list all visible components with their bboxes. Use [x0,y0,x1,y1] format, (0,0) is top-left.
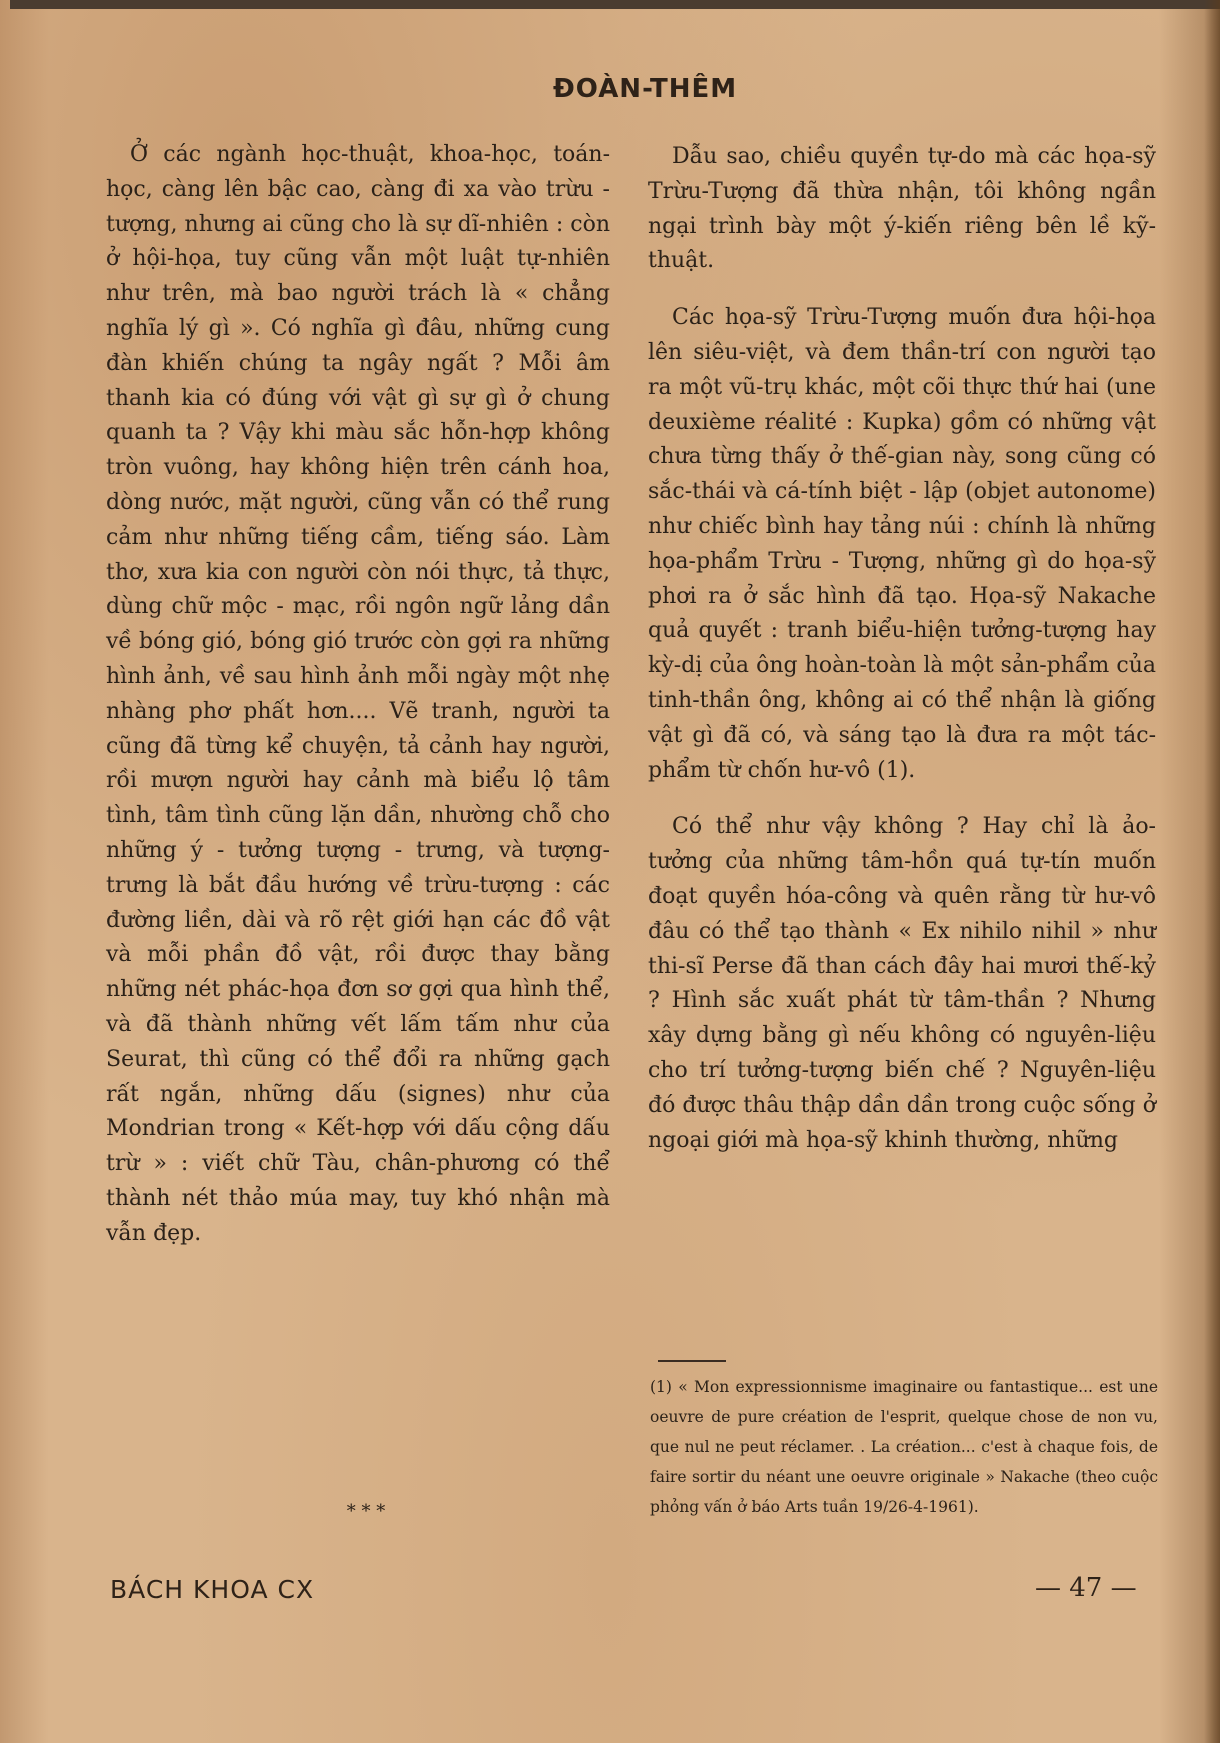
page-edge-shadow [1204,0,1220,1743]
left-paragraph-1: Ở các ngành học-thuật, khoa-học, toán-học, càng lên bậc cao, càng đi xa vào trừu - tượng, nhưng ai cũng cho là sự dĩ-nhiên : còn ở hội-họa, tuy cũng vẫn một luật tự-nhiên như trên, mà bao người trách là « chẳng nghĩa lý gì ». Có nghĩa gì đâu, những cung đàn khiến chúng ta ngây ngất ? Mỗi âm thanh kia có đúng với vật gì sự gì ở chung quanh ta ? Vậy khi màu sắc hỗn-hợp không tròn vuông, hay không hiện trên cánh hoa, dòng nước, mặt người, cũng vẫn có thể rung cảm như những tiếng cầm, tiếng sáo. Làm thơ, xưa kia con người còn nói thực, tả thực, dùng chữ mộc - mạc, rồi ngôn ngữ lảng dần về bóng gió, bóng gió trước còn gợi ra những hình ảnh, về sau hình ảnh mỗi ngày một nhẹ nhàng phơ phất hơn.... Vẽ tranh, người ta cũng đã từng kể chuyện, tả cảnh hay người, rồi mượn người hay cảnh mà biểu lộ tâm tình, tâm tình cũng lặn dần, nhường chỗ cho những ý - tưởng tượng - trưng, và tượng-trưng là bắt đầu hướng về trừu-tượng : các đường liền, dài và rõ rệt giới hạn các đồ vật và mỗi phần đồ vật, rồi được thay bằng những nét phác-họa đơn sơ gợi qua hình thể, và đã thành những vết lấm tấm như của Seurat, thì cũng có thể đổi ra những gạch rất ngắn, những dấu (signes) như của Mondrian trong « Kết-hợp với dấu cộng dấu trừ » : viết chữ Tàu, chân-phương có thể thành nét thảo múa may, tuy khó nhận mà vẫn đẹp. [106,142,610,1246]
page-number: — 47 — [1035,1573,1137,1603]
footnote: (1) « Mon expressionnisme imaginaire ou fantastique... est une oeuvre de pure création de l'esprit, quelque chose de non vu, que nul ne peut réclamer. . La création... c'est à chaque fois, de faire sortir du néant une oeuvre originale » Nakache (theo cuộc phỏng vấn ở báo Arts tuần 19/26-4-1961). [650,1378,1158,1516]
page-header-author: ĐOÀN-THÊM [553,74,738,104]
right-paragraph-1: Dẫu sao, chiều quyền tự-do mà các họa-sỹ Trừu-Tượng đã thừa nhận, tôi không ngần ngại trình bày một ý-kiến riêng bên lề kỹ-thuật. [648,144,1156,274]
section-break-asterisks: * * * [346,1501,386,1522]
right-paragraph-3: Có thể như vậy không ? Hay chỉ là ảo-tưởng của những tâm-hồn quá tự-tín muốn đoạt quyền hóa-công và quên rằng từ hư-vô đâu có thể tạo thành « Ex nihilo nihil » như thi-sĩ Perse đã than cách đây hai mươi thế-kỷ ? Hình sắc xuất phát từ tâm-thần ? Nhưng xây dựng bằng gì nếu không có nguyên-liệu cho trí tưởng-tượng biến chế ? Nguyên-liệu đó được thâu thập dần dần trong cuộc sống ở ngoại giới mà họa-sỹ khinh thường, những [648,814,1156,1153]
left-column [106,138,610,1252]
journal-name: BÁCH KHOA CX [110,1575,315,1604]
right-paragraph-2: Các họa-sỹ Trừu-Tượng muốn đưa hội-họa lên siêu-việt, và đem thần-trí con người tạo ra một vũ-trụ khác, một cõi thực thứ hai (une deuxième réalité : Kupka) gồm có những vật chưa từng thấy ở thế-gian này, song cũng có sắc-thái và cá-tính biệt - lập (objet autonome) như chiếc bình hay tảng núi : chính là những họa-phẩm Trừu - Tượng, những gì do họa-sỹ phơi ra ở sắc hình đã tạo. Họa-sỹ Nakache quả quyết : tranh biểu-hiện tưởng-tượng hay kỳ-dị của ông hoàn-toàn là một sản-phẩm của tinh-thần ông, không ai có thể nhận là giống vật gì đã có, và sáng tạo là đưa ra một tác-phẩm từ chốn hư-vô (1). [648,305,1156,783]
top-border [10,0,1220,9]
right-column [648,140,1156,1180]
footnote-rule [658,1360,726,1362]
